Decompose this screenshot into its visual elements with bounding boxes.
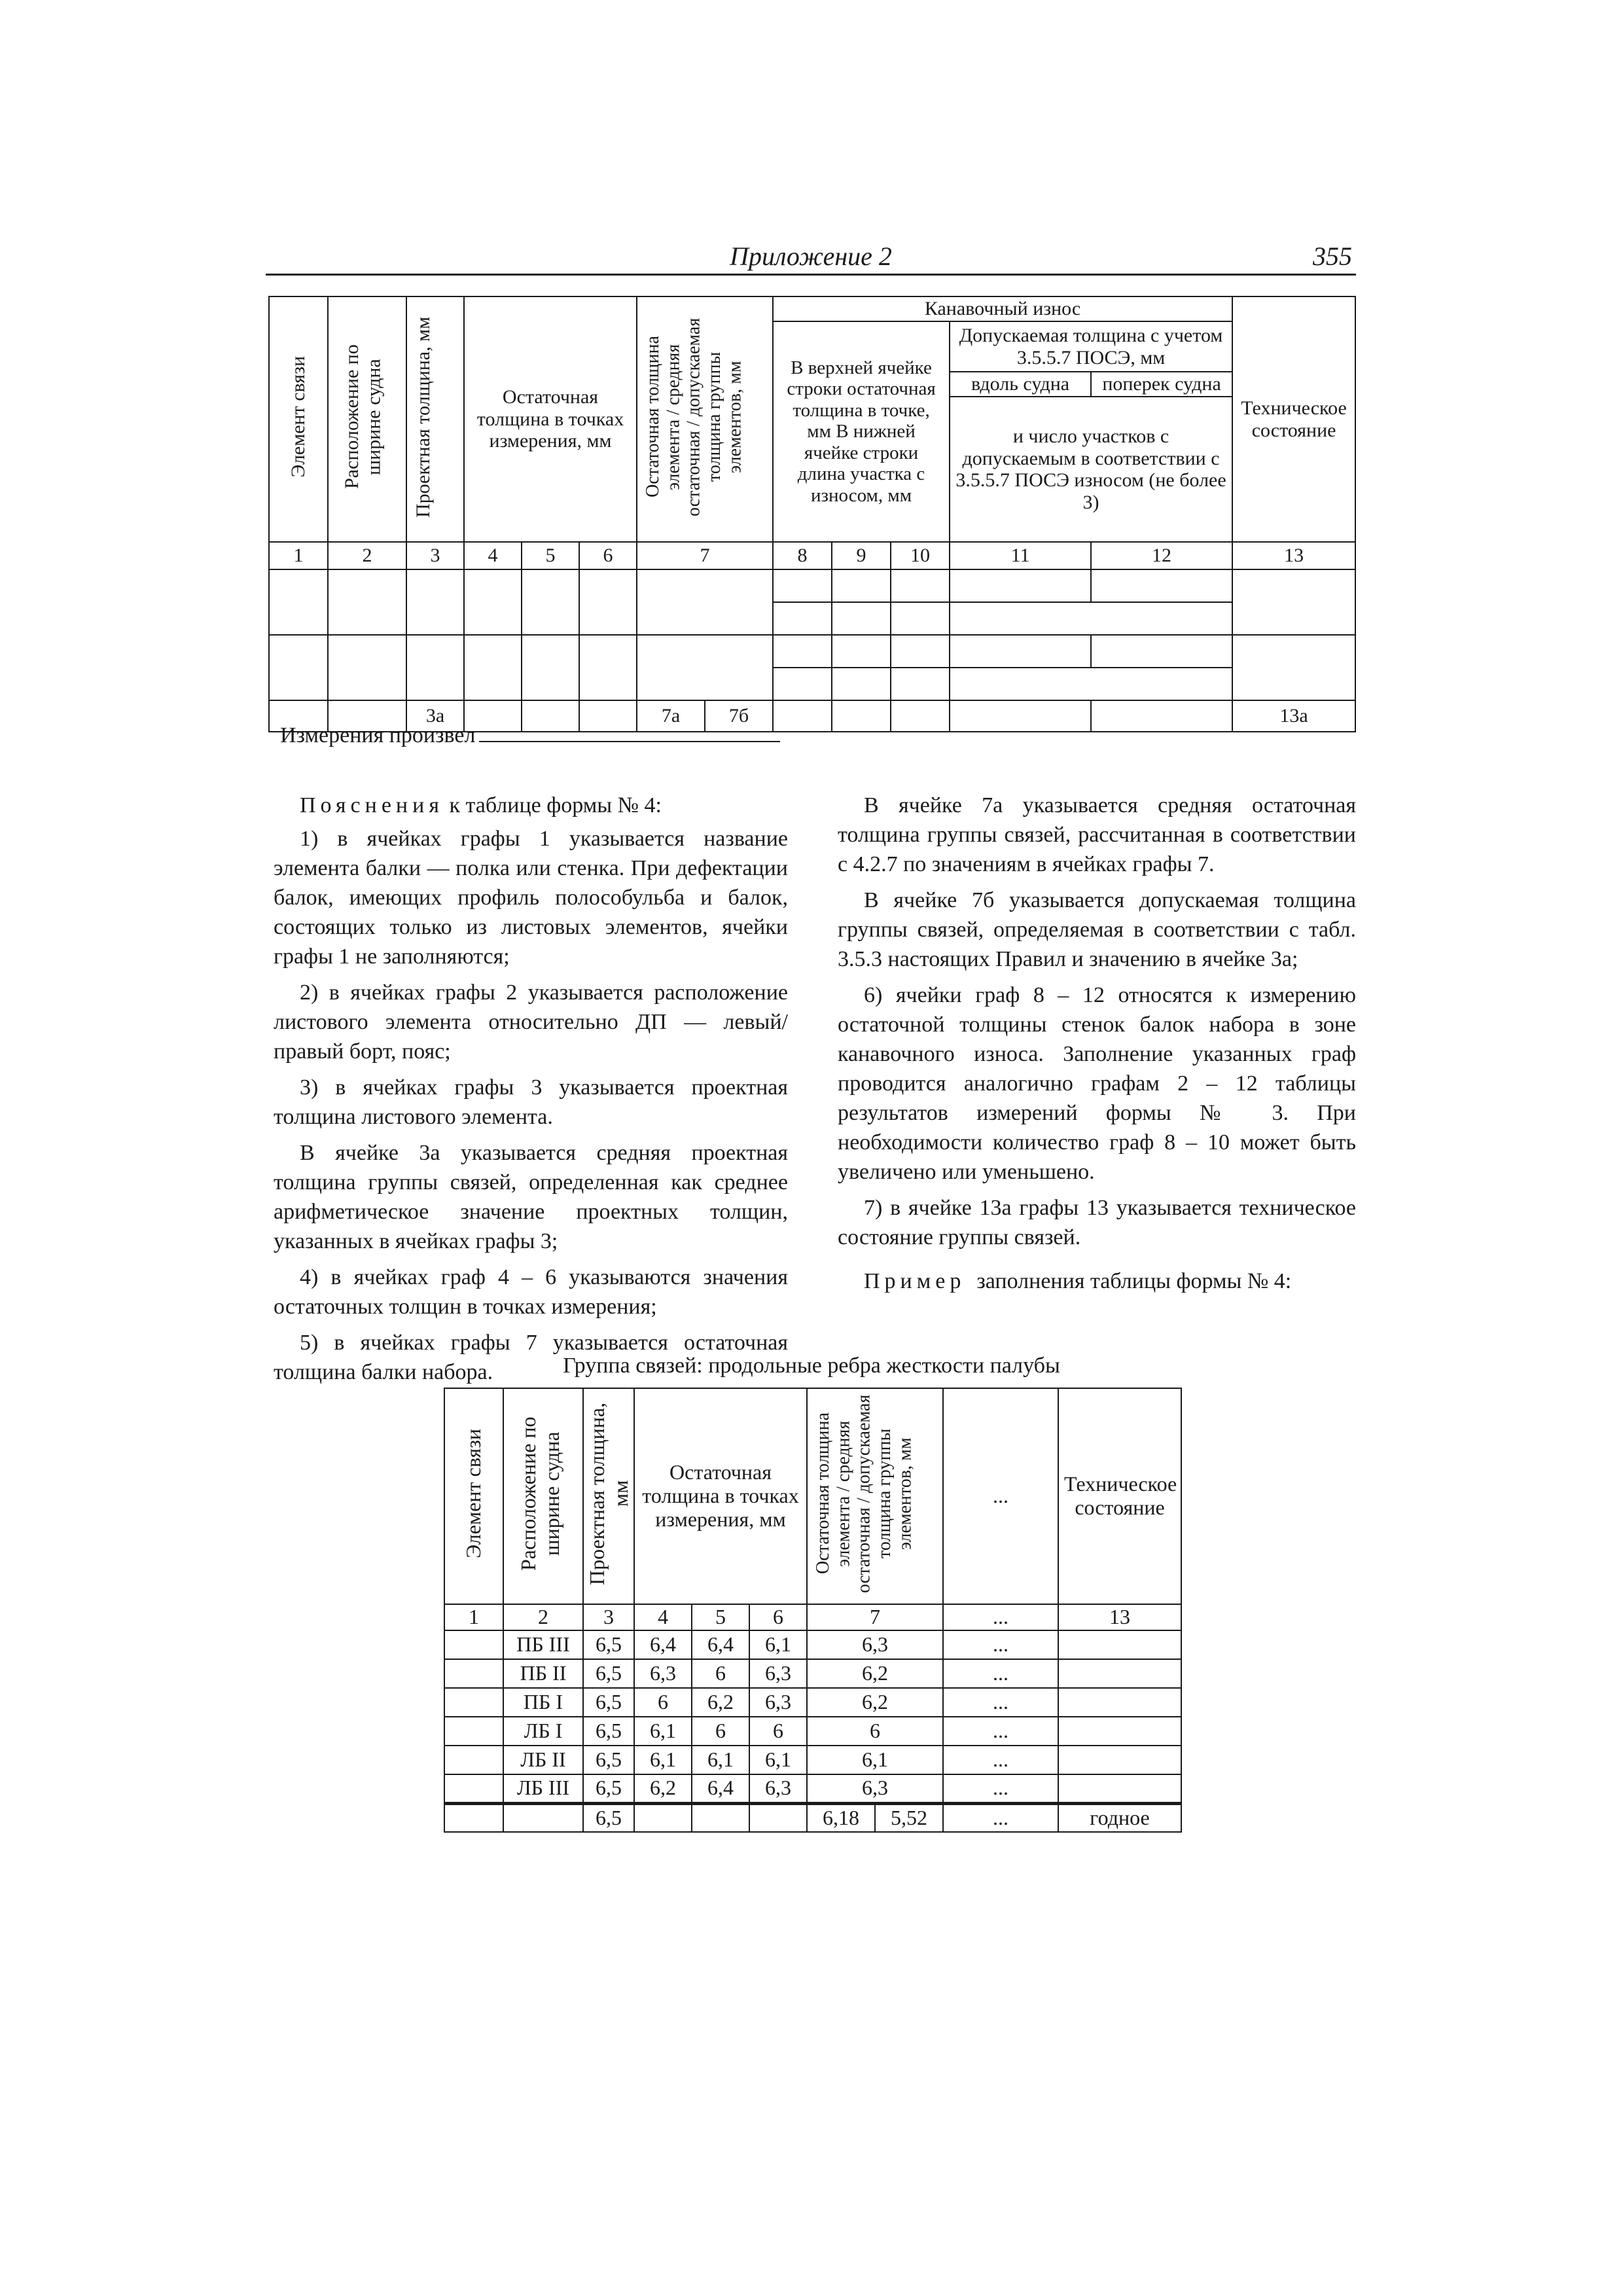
- empty-cell: [1058, 1746, 1181, 1774]
- cell-p6: 6,1: [749, 1630, 807, 1659]
- colnum: 8: [773, 542, 832, 569]
- cell-res: 6,3: [807, 1774, 943, 1803]
- ex-summary-average: 6,18: [807, 1803, 875, 1832]
- cell-p5: 6: [692, 1717, 749, 1746]
- colnum: 11: [950, 542, 1091, 569]
- cell-dots: ...: [943, 1746, 1058, 1774]
- colnum: 10: [891, 542, 950, 569]
- colnum: 5: [692, 1604, 749, 1630]
- colnum: 9: [832, 542, 891, 569]
- explanation-paragraph: 6) ячейки граф 8 – 12 относятся к измерению остаточной толщины стенок балок набора в зоне канавочного износа. Заполнение указанных граф проводится аналогично графам 2 – 12 таблицы результатов измерений формы № 3. При необходимости количество граф 8 – 10 может быть увеличено или уменьшено.: [838, 983, 1356, 1184]
- cell-p6: 6,3: [749, 1688, 807, 1717]
- cell-pos: ПБ III: [503, 1630, 583, 1659]
- hdr-residual-points: Остаточная толщина в точках измерения, мм: [464, 296, 637, 542]
- cell-13a: 13а: [1232, 700, 1355, 732]
- ex-hdr-tech-state: Техническое состояние: [1058, 1388, 1181, 1604]
- colnum: 3: [583, 1604, 634, 1630]
- cell-p6: 6: [749, 1717, 807, 1746]
- empty-cell: [1058, 1717, 1181, 1746]
- colnum: 1: [444, 1604, 503, 1630]
- example-heading: Пример заполнения таблицы формы № 4:: [864, 1269, 1292, 1293]
- hdr-position: Расположение по ширине судна: [328, 296, 406, 542]
- colnum: 4: [464, 542, 522, 569]
- ex-hdr-position: Расположение по ширине судна: [503, 1388, 583, 1604]
- explanations-right-column: [838, 791, 1356, 1302]
- explanation-paragraph: 1) в ячейках графы 1 указывается название элемента балки — полка или стенка. При дефектации балок, имеющих профиль полособульба и балок, состоящих только из листовых элементов, ячейки графы 1 не заполняются;: [274, 827, 788, 969]
- cell-3a: 3а: [406, 700, 464, 732]
- table-row: [444, 1746, 1181, 1774]
- cell-design: 6,5: [583, 1746, 634, 1774]
- colnum: 13: [1058, 1604, 1181, 1630]
- colnum: 2: [503, 1604, 583, 1630]
- table-row: [444, 1659, 1181, 1688]
- cell-7a: 7а: [637, 700, 705, 732]
- empty-cell: [1058, 1630, 1181, 1659]
- running-head: [266, 236, 1356, 276]
- cell-res: 6,3: [807, 1630, 943, 1659]
- cell-dots: ...: [943, 1688, 1058, 1717]
- explanation-paragraph: В ячейке 3а указывается средняя проектная толщина группы связей, определенная как среднее арифметическое значение проектных толщин, указанных в ячейках графы 3;: [274, 1141, 788, 1253]
- cell-p5: 6: [692, 1659, 749, 1688]
- table-row: [444, 1774, 1181, 1803]
- example-caption: Группа связей: продольные ребра жесткости палубы: [563, 1354, 1060, 1378]
- cell-design: 6,5: [583, 1774, 634, 1803]
- explanation-paragraph: 3) в ячейках графы 3 указывается проектная толщина листового элемента.: [274, 1075, 788, 1129]
- cell-p4: 6,4: [634, 1630, 692, 1659]
- ex-column-number-row: [444, 1604, 1181, 1630]
- ex-summary-ellipsis: ...: [943, 1803, 1058, 1832]
- cell-pos: ПБ II: [503, 1659, 583, 1688]
- empty-cell: [1058, 1774, 1181, 1803]
- table-row: [444, 1630, 1181, 1659]
- hdr-tech-state: Техническое состояние: [1232, 296, 1355, 542]
- cell-p5: 6,1: [692, 1746, 749, 1774]
- colnum: 7: [807, 1604, 943, 1630]
- cell-dots: ...: [943, 1774, 1058, 1803]
- empty-cell: [444, 1630, 503, 1659]
- example-table: [444, 1388, 1182, 1833]
- cell-p4: 6,1: [634, 1746, 692, 1774]
- cell-p6: 6,3: [749, 1774, 807, 1803]
- explanation-paragraph: В ячейке 7а указывается средняя остаточная толщина группы связей, рассчитанная в соответствии с 4.2.7 по значениям в ячейках графы 7.: [838, 793, 1356, 876]
- ex-hdr-element: Элемент связи: [444, 1388, 503, 1604]
- cell-7b: 7б: [705, 700, 773, 732]
- table-row: [269, 635, 1355, 668]
- signature-blank: [479, 723, 780, 742]
- cell-design: 6,5: [583, 1659, 634, 1688]
- cell-pos: ЛБ III: [503, 1774, 583, 1803]
- cell-dots: ...: [943, 1717, 1058, 1746]
- explanation-paragraph: 4) в ячейках граф 4 – 6 указываются значения остаточных толщин в точках измерения;: [274, 1265, 788, 1319]
- cell-p4: 6,2: [634, 1774, 692, 1803]
- cell-p5: 6,4: [692, 1630, 749, 1659]
- cell-res: 6: [807, 1717, 943, 1746]
- cell-design: 6,5: [583, 1717, 634, 1746]
- ex-hdr-residual-points: Остаточная толщина в точках измерения, мм: [634, 1388, 807, 1604]
- empty-cell: [444, 1688, 503, 1717]
- cell-p5: 6,4: [692, 1774, 749, 1803]
- colnum: ...: [943, 1604, 1058, 1630]
- table-row: [444, 1688, 1181, 1717]
- measured-by-line: [280, 723, 780, 748]
- cell-pos: ПБ I: [503, 1688, 583, 1717]
- empty-cell: [444, 1746, 503, 1774]
- ex-hdr-ellipsis: ...: [943, 1388, 1058, 1604]
- empty-cell: [444, 1717, 503, 1746]
- hdr-sections: и число участков с допускаемым в соответствии с 3.5.5.7 ПОСЭ износом (не более 3): [950, 397, 1232, 542]
- ex-hdr-residual-element: Остаточная толщина элемента / средняя остаточная / допускаемая толщина группы элементов, мм: [807, 1388, 943, 1604]
- empty-cell: [444, 1659, 503, 1688]
- colnum: 5: [522, 542, 579, 569]
- colnum: 3: [406, 542, 464, 569]
- colnum: 6: [749, 1604, 807, 1630]
- running-head-title: Приложение 2: [730, 242, 892, 271]
- explanations-heading: Пояснения к таблице формы № 4:: [300, 793, 662, 817]
- cell-pos: ЛБ II: [503, 1746, 583, 1774]
- colnum: 2: [328, 542, 406, 569]
- page-number: 355: [1313, 242, 1352, 271]
- cell-res: 6,2: [807, 1688, 943, 1717]
- column-number-row: [269, 542, 1355, 569]
- cell-res: 6,2: [807, 1659, 943, 1688]
- cell-p4: 6,1: [634, 1717, 692, 1746]
- hdr-groove-cell: В верхней ячейке строки остаточная толщина в точке, мм В нижней ячейке строки длина участка с износом, мм: [773, 321, 950, 542]
- colnum: 1: [269, 542, 328, 569]
- cell-p6: 6,3: [749, 1659, 807, 1688]
- empty-cell: [1058, 1688, 1181, 1717]
- cell-dots: ...: [943, 1659, 1058, 1688]
- colnum: 13: [1232, 542, 1355, 569]
- cell-dots: ...: [943, 1630, 1058, 1659]
- cell-p4: 6,3: [634, 1659, 692, 1688]
- cell-p5: 6,2: [692, 1688, 749, 1717]
- hdr-element: Элемент связи: [269, 296, 328, 542]
- colnum: 7: [637, 542, 773, 569]
- cell-res: 6,1: [807, 1746, 943, 1774]
- explanation-paragraph: В ячейке 7б указывается допускаемая толщина группы связей, определяемая в соответствии с табл. 3.5.3 настоящих Правил и значению в ячейке 3а;: [838, 888, 1356, 971]
- explanation-paragraph: 5) в ячейках графы 7 указывается остаточная толщина балки набора.: [274, 1331, 788, 1384]
- measured-by-label: Измерения произвел: [280, 723, 476, 747]
- colnum: 12: [1091, 542, 1232, 569]
- hdr-residual-element: Остаточная толщина элемента / средняя остаточная / допускаемая толщина группы элементов, мм: [637, 296, 773, 542]
- table-row: [444, 1717, 1181, 1746]
- hdr-groove-wear: Канавочный износ: [773, 296, 1232, 321]
- cell-design: 6,5: [583, 1630, 634, 1659]
- cell-design: 6,5: [583, 1688, 634, 1717]
- colnum: 6: [579, 542, 637, 569]
- colnum: 4: [634, 1604, 692, 1630]
- empty-cell: [1058, 1659, 1181, 1688]
- explanations-left-column: [274, 791, 788, 1393]
- explanation-paragraph: 7) в ячейке 13а графы 13 указывается техническое состояние группы связей.: [838, 1196, 1356, 1249]
- ex-hdr-design: Проектная толщина, мм: [583, 1388, 634, 1604]
- cell-pos: ЛБ I: [503, 1717, 583, 1746]
- ex-summary-allowable: 5,52: [875, 1803, 943, 1832]
- ex-summary-design: 6,5: [583, 1803, 634, 1832]
- form-4-table: [268, 296, 1356, 732]
- explanation-paragraph: 2) в ячейках графы 2 указывается расположение листового элемента относительно ДП — левый/правый борт, пояс;: [274, 980, 788, 1064]
- cell-p4: 6: [634, 1688, 692, 1717]
- hdr-across: поперек судна: [1091, 372, 1232, 397]
- empty-cell: [444, 1774, 503, 1803]
- hdr-allowable: Допускаемая толщина с учетом 3.5.5.7 ПОСЭ, мм: [950, 321, 1232, 372]
- cell-p6: 6,1: [749, 1746, 807, 1774]
- hdr-design-thickness: Проектная толщина, мм: [406, 296, 464, 542]
- ex-summary-row: [444, 1803, 1181, 1832]
- ex-summary-state: годное: [1058, 1803, 1181, 1832]
- hdr-along: вдоль судна: [950, 372, 1091, 397]
- table-row: [269, 569, 1355, 602]
